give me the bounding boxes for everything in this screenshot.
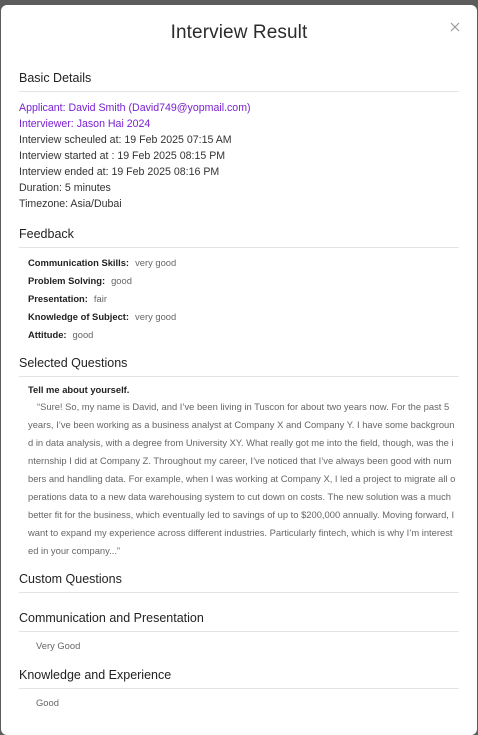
feedback-label: Communication Skills: — [28, 257, 130, 268]
feedback-row-attitude — [28, 326, 459, 344]
interview-timezone: Timezone: Asia/Dubai — [19, 198, 122, 210]
feedback-row-presentation — [28, 290, 459, 308]
feedback-label: Presentation: — [28, 293, 88, 304]
interviewer-info: Interviewer: Jason Hai 2024 — [19, 118, 151, 130]
feedback-value: good — [111, 275, 132, 286]
selected-questions-section — [19, 356, 459, 560]
custom-questions-section — [19, 572, 459, 593]
modal-title: Interview Result — [170, 22, 308, 43]
knowledge-experience-section — [19, 668, 459, 708]
feedback-heading: Feedback — [19, 227, 459, 248]
interview-started-time: Interview started at : 19 Feb 2025 08:15 PM — [19, 150, 226, 162]
feedback-label: Knowledge of Subject: — [28, 311, 130, 322]
feedback-value: fair — [93, 293, 107, 304]
custom-questions-heading: Custom Questions — [19, 572, 459, 593]
applicant-info: Applicant: David Smith (David749@yopmail.com) — [19, 102, 251, 114]
modal-body — [19, 71, 459, 708]
feedback-row-communication — [28, 254, 459, 272]
selected-questions-heading: Selected Questions — [19, 356, 459, 377]
feedback-section — [19, 227, 459, 344]
question-text: Tell me about yourself. — [28, 384, 130, 395]
feedback-row-problem-solving — [28, 272, 459, 290]
knowledge-experience-heading: Knowledge and Experience — [19, 668, 459, 689]
interview-result-modal — [1, 5, 477, 735]
basic-details-heading: Basic Details — [19, 71, 459, 92]
interview-ended-time: Interview ended at: 19 Feb 2025 08:16 PM — [19, 166, 220, 178]
feedback-value: good — [72, 329, 94, 340]
basic-details-list — [19, 92, 459, 212]
interview-scheduled-time: Interview scheuled at: 19 Feb 2025 07:15 AM — [19, 134, 232, 146]
basic-details-section — [19, 71, 459, 212]
knowledge-experience-answer: Good — [36, 697, 59, 708]
feedback-label: Problem Solving: — [28, 275, 106, 286]
feedback-value: very good — [135, 311, 177, 322]
communication-presentation-section — [19, 611, 459, 651]
communication-presentation-heading: Communication and Presentation — [19, 611, 459, 632]
question-item — [19, 377, 459, 560]
interview-duration: Duration: 5 minutes — [19, 182, 111, 194]
close-button[interactable] — [448, 20, 462, 34]
feedback-list — [19, 248, 459, 344]
feedback-label: Attitude: — [28, 329, 67, 340]
feedback-row-knowledge — [28, 308, 459, 326]
communication-presentation-answer: Very Good — [36, 640, 81, 651]
answer-text: “Sure! So, my name is David, and I’ve been living in Tuscon for about two years now. For the past 5 years, I’ve been working as a business analyst at Company X and Company Y. I have some background in data analysis, with a degree from University XY. What really got me into the field, though, was the internship I did at Company Z. Throughout my career, I’ve noticed that I’ve always been good with numbers and handling data. For example, when I was working at Company X, I led a project to migrate all operations data to a new data warehousing system to cut down on costs. The new solution was a much better fit for the business, which eventually led to savings of up to $200,000 annually. Moving forward, I want to expand my experience across different industries. Particularly fintech, which is why I’m interested in your company...” — [28, 401, 456, 556]
close-icon — [448, 20, 462, 34]
feedback-value: very good — [135, 257, 177, 268]
